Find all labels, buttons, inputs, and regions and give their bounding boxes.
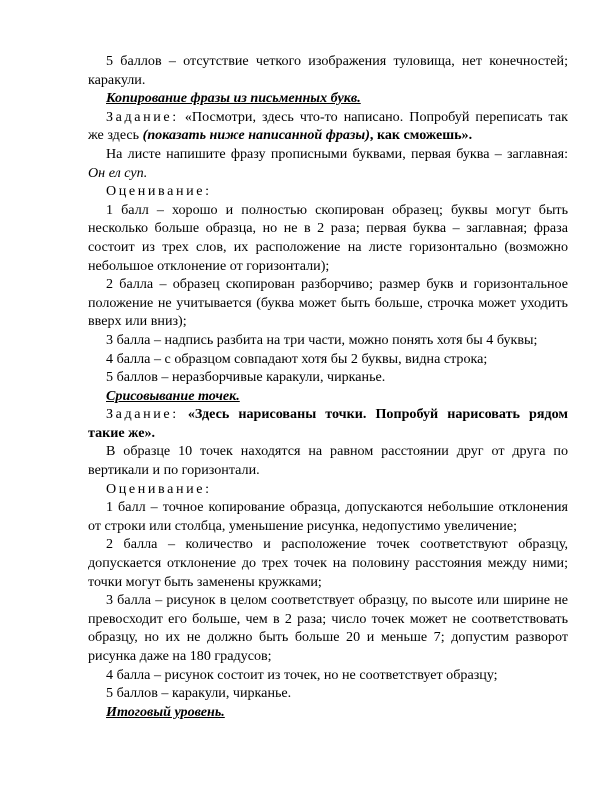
score-1-dots: 1 балл – точное копирование образца, допускаются небольшие отклонения от строки или столбца, уменьшение рисунка, недопустимо увеличение; (88, 499, 568, 534)
evaluation-heading: Оценивание: (106, 480, 212, 497)
score-2-phrase: 2 балла – образец скопирован разборчиво; размер букв и горизонтальное положение не учитывается (буква может быть больше, строчка может уходить вверх или вниз); (88, 276, 568, 330)
score-5-figure: 5 баллов – отсутствие четкого изображения туловища, нет конечностей; каракули. (88, 53, 568, 88)
section-heading-text: Срисовывание точек. (106, 387, 240, 404)
section-heading-final-level (88, 703, 568, 722)
score-3-dots: 3 балла – рисунок в целом соответствует образцу, по высоте или ширине не превосходит его больше, чем в 2 раза; число точек может не соответствовать образцу, но их не должно быть больше 20 и меньше 7; допустим разворот рисунка даже на 180 градусов; (88, 592, 568, 664)
section-heading-text: Итоговый уровень. (106, 703, 225, 720)
score-4-dots: 4 балла – рисунок состоит из точек, но не соответствует образцу; (106, 666, 498, 683)
section-heading-dots (88, 387, 568, 406)
document-page (88, 52, 568, 721)
instruction-phrase: На листе напишите фразу прописными буквами, первая буква – заглавная: Он ел суп. (88, 145, 568, 181)
score-1-phrase: 1 балл – хорошо и полностью скопирован образец; буквы могут быть несколько больше образца, но не в 2 раза; первая буква – заглавная; фраза состоит из трех слов, их расположение на листе горизонтально (возможно небольшое отклонение от горизонтали); (88, 201, 568, 274)
score-2-dots: 2 балла – количество и расположение точек соответствуют образцу, допускается отклонение до трех точек на половину расстояния между ними; точки могут быть заменены кружками; (88, 536, 568, 590)
evaluation-heading: Оценивание: (106, 183, 212, 200)
sample-phrase: Он ел суп. (88, 164, 148, 181)
score-5-dots: 5 баллов – каракули, чирканье. (106, 685, 292, 702)
section-heading-text: Копирование фразы из письменных букв. (106, 90, 361, 107)
sample-description: В образце 10 точек находятся на равном расстоянии друг от друга по вертикали и по горизонтали. (88, 443, 568, 479)
task-dots: Задание: «Здесь нарисованы точки. Попробуй нарисовать рядом такие же». (88, 406, 568, 441)
score-3-phrase: 3 балла – надпись разбита на три части, можно понять хотя бы 4 буквы; (106, 331, 538, 348)
task-phrase-copy: Задание: «Посмотри, здесь что-то написано. Попробуй переписать так же здесь (показать ниже написанной фразы), как сможешь». (88, 108, 568, 144)
task-label: Задание: (106, 406, 179, 423)
task-label: Задание: (106, 108, 179, 125)
section-heading-phrase-copy (88, 89, 568, 108)
score-4-phrase: 4 балла – с образцом совпадают хотя бы 2 буквы, видна строка; (106, 350, 488, 367)
score-5-phrase: 5 баллов – неразборчивые каракули, чирканье. (106, 369, 386, 386)
